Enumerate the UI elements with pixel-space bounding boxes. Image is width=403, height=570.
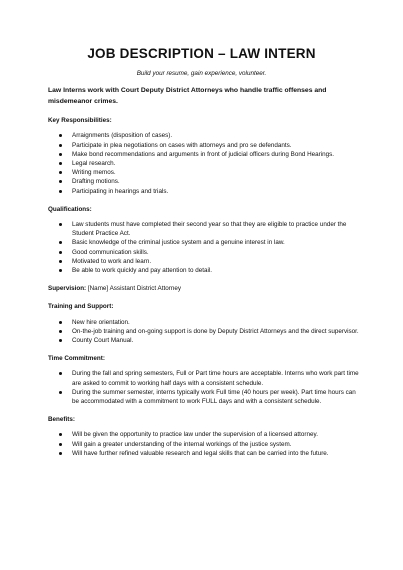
- bullet-icon: [59, 260, 62, 263]
- time-commitment-heading: Time Commitment:: [48, 355, 105, 363]
- list-item: During the fall and spring semesters, Full or Part time hours are acceptable. Interns who work part time are asked to commit to working half days with a consistent schedule.: [48, 369, 363, 387]
- list-item: Will be given the opportunity to practice law under the supervision of a licensed attorney.: [48, 430, 363, 439]
- time-commitment-list: [48, 369, 363, 406]
- intro-paragraph: Law Interns work with Court Deputy District Attorneys who handle traffic offenses and misdemeanor crimes.: [48, 87, 327, 105]
- list-item: Participating in hearings and trials.: [48, 187, 363, 196]
- document-title: JOB DESCRIPTION – LAW INTERN: [87, 46, 316, 61]
- list-item: Will gain a greater understanding of the internal workings of the justice system.: [48, 440, 363, 449]
- list-item: Make bond recommendations and arguments in front of judicial officers during Bond Hearings.: [48, 150, 363, 159]
- bullet-icon: [59, 180, 62, 183]
- list-item: Law students must have completed their second year so that they are eligible to practice under the Student Practice Act.: [48, 220, 363, 238]
- bullet-icon: [59, 144, 62, 147]
- list-item: Motivated to work and learn.: [48, 257, 363, 266]
- bullet-icon: [59, 251, 62, 254]
- list-item: Drafting motions.: [48, 177, 363, 186]
- benefits-heading: Benefits:: [48, 416, 75, 424]
- bullet-icon: [59, 339, 62, 342]
- bullet-icon: [59, 153, 62, 156]
- list-item: Writing memos.: [48, 168, 363, 177]
- list-item: Good communication skills.: [48, 248, 363, 257]
- training-list: [48, 318, 363, 346]
- benefits-list: [48, 430, 363, 458]
- bullet-icon: [59, 134, 62, 137]
- list-item: On-the-job training and on-going support is done by Deputy District Attorneys and the direct supervisor.: [48, 327, 363, 336]
- bullet-icon: [59, 330, 62, 333]
- list-item: Legal research.: [48, 159, 363, 168]
- bullet-icon: [59, 433, 62, 436]
- bullet-icon: [59, 391, 62, 394]
- list-item: During the summer semester, interns typically work Full time (40 hours per week). Part time hours can be accommodated with a commitment to work FULL days and with a consistent schedule.: [48, 388, 363, 406]
- bullet-icon: [59, 443, 62, 446]
- list-item: Arraignments (disposition of cases).: [48, 131, 363, 140]
- responsibilities-heading: Key Responsibilities:: [48, 117, 112, 125]
- qualifications-heading: Qualifications:: [48, 205, 92, 213]
- bullet-icon: [59, 162, 62, 165]
- supervision-line: [48, 284, 363, 293]
- qualifications-list: [48, 220, 363, 275]
- bullet-icon: [59, 223, 62, 226]
- bullet-icon: [59, 171, 62, 174]
- bullet-icon: [59, 321, 62, 324]
- list-item: Be able to work quickly and pay attention to detail.: [48, 266, 363, 275]
- bullet-icon: [59, 241, 62, 244]
- bullet-icon: [59, 452, 62, 455]
- list-item: Participate in plea negotiations on cases with attorneys and pro se defendants.: [48, 141, 363, 150]
- training-heading: Training and Support:: [48, 303, 114, 311]
- bullet-icon: [59, 190, 62, 193]
- document-body: [48, 86, 363, 458]
- document-subtitle: Build your resume, gain experience, volunteer.: [136, 70, 267, 77]
- supervision-value: [Name] Assistant District Attorney: [86, 285, 181, 293]
- supervision-label: Supervision:: [48, 285, 87, 293]
- list-item: County Court Manual.: [48, 336, 363, 345]
- list-item: Will have further refined valuable research and legal skills that can be carried into the future.: [48, 449, 363, 458]
- list-item: Basic knowledge of the criminal justice system and a genuine interest in law.: [48, 238, 363, 247]
- responsibilities-list: [48, 131, 363, 195]
- bullet-icon: [59, 269, 62, 272]
- list-item: New hire orientation.: [48, 318, 363, 327]
- bullet-icon: [59, 372, 62, 375]
